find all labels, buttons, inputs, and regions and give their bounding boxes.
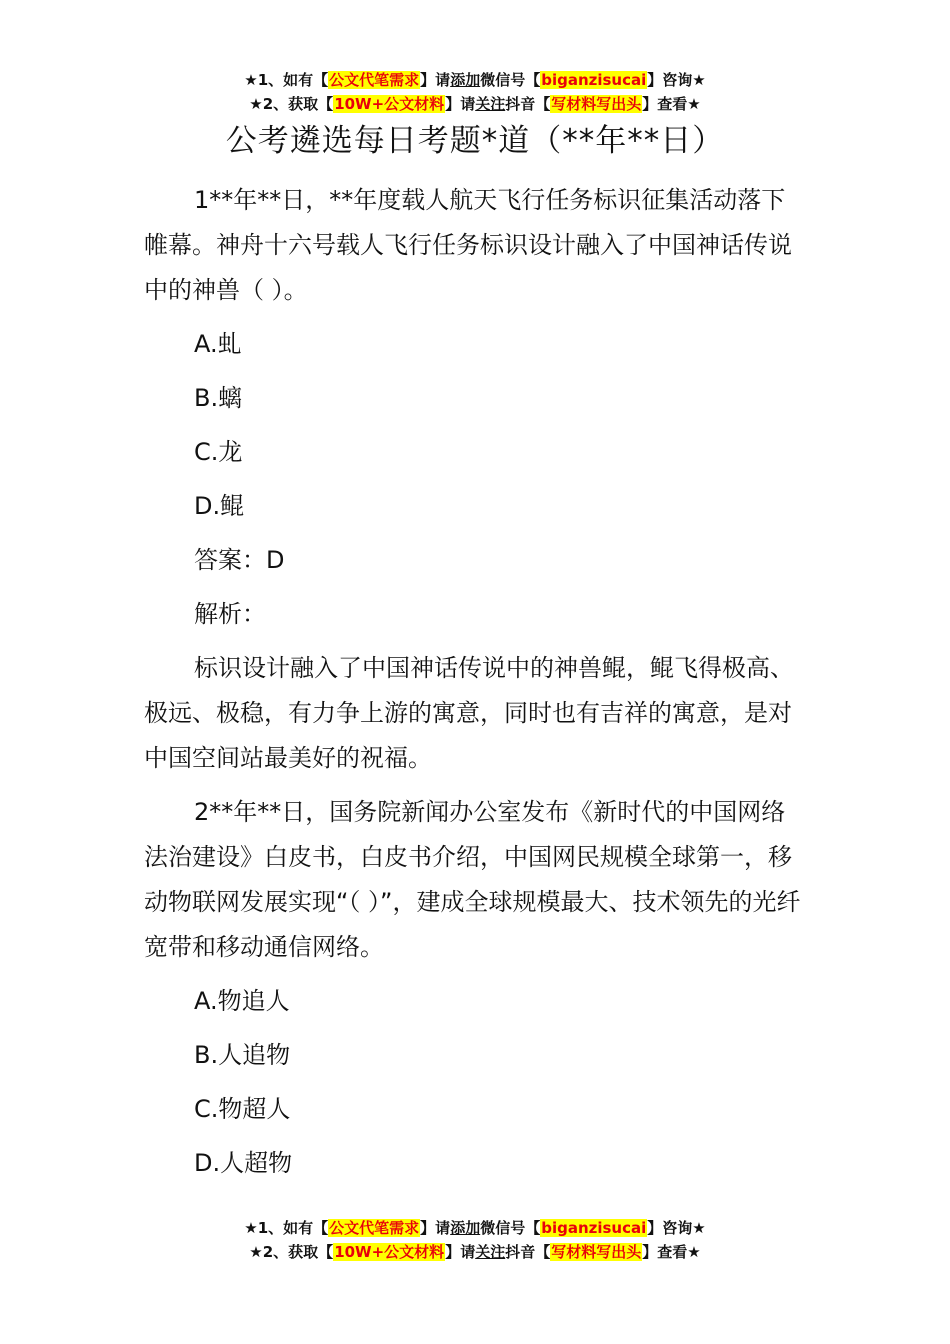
banner-text: 】查看★ — [642, 95, 701, 113]
banner-highlight: 写材料写出头 — [551, 95, 642, 113]
banner-highlight: biganzisucai — [541, 71, 647, 89]
banner-text: 】咨询★ — [647, 1219, 706, 1237]
question-2-option-d: D.人超物 — [194, 1149, 293, 1177]
banner-underline: 关注 — [475, 1243, 506, 1261]
banner-text: 微信号【 — [480, 1219, 541, 1237]
banner-text: 抖音【 — [505, 1243, 551, 1261]
banner-text: ★1、如有【 — [244, 1219, 329, 1237]
banner-text: 抖音【 — [505, 95, 551, 113]
banner-highlight: 10W+公文材料 — [334, 95, 445, 113]
banner-highlight: 公文代笔需求 — [329, 1219, 420, 1237]
question-1-option-d: D.鲲 — [194, 492, 245, 520]
banner-underline: 添加 — [450, 71, 481, 89]
question-2-option-b: B.人追物 — [194, 1041, 291, 1069]
banner-line-1 — [0, 68, 950, 92]
header-banner — [0, 68, 950, 116]
banner-text: 】请 — [445, 95, 476, 113]
footer-line-1 — [0, 1216, 950, 1240]
question-1-analysis: 标识设计融入了中国神话传说中的神兽鲲，鲲飞得极高、极远、极稳，有力争上游的寓意，同时也有吉祥的寓意，是对中国空间站最美好的祝福。 — [144, 654, 794, 772]
question-1-option-b: B.螭 — [194, 384, 243, 412]
document-body — [144, 178, 808, 1195]
banner-underline: 添加 — [450, 1219, 481, 1237]
banner-text: 】请 — [420, 71, 451, 89]
footer-banner — [0, 1216, 950, 1264]
banner-text: 】请 — [420, 1219, 451, 1237]
banner-text: ★2、获取【 — [249, 95, 334, 113]
question-1-stem: 1**年**日，**年度载人航天飞行任务标识征集活动落下帷幕。神舟十六号载人飞行任务标识设计融入了中国神话传说中的神兽（ ）。 — [144, 186, 792, 304]
banner-text: 】查看★ — [642, 1243, 701, 1261]
question-2-option-a: A.物追人 — [194, 987, 290, 1015]
question-1-answer: 答案：D — [194, 546, 285, 574]
banner-text: 微信号【 — [480, 71, 541, 89]
banner-line-2 — [0, 92, 950, 116]
question-2-option-c: C.物超人 — [194, 1095, 291, 1123]
banner-highlight: 公文代笔需求 — [329, 71, 420, 89]
banner-text: 】咨询★ — [647, 71, 706, 89]
question-1-option-c: C.龙 — [194, 438, 243, 466]
banner-text: ★2、获取【 — [249, 1243, 334, 1261]
banner-underline: 关注 — [475, 95, 506, 113]
banner-text: 】请 — [445, 1243, 476, 1261]
question-2-stem: 2**年**日，国务院新闻办公室发布《新时代的中国网络法治建设》白皮书，白皮书介绍，中国网民规模全球第一，移动物联网发展实现“（ ）”，建成全球规模最大、技术领先的光纤宽带和移动通信网络。 — [144, 798, 801, 961]
page-title: 公考遴选每日考题*道（**年**日） — [225, 123, 725, 159]
footer-line-2 — [0, 1240, 950, 1264]
banner-highlight: biganzisucai — [541, 1219, 647, 1237]
question-1-option-a: A.虬 — [194, 330, 242, 358]
question-1-analysis-label: 解析： — [194, 600, 266, 628]
banner-highlight: 写材料写出头 — [551, 1243, 642, 1261]
banner-highlight: 10W+公文材料 — [334, 1243, 445, 1261]
banner-text: ★1、如有【 — [244, 71, 329, 89]
